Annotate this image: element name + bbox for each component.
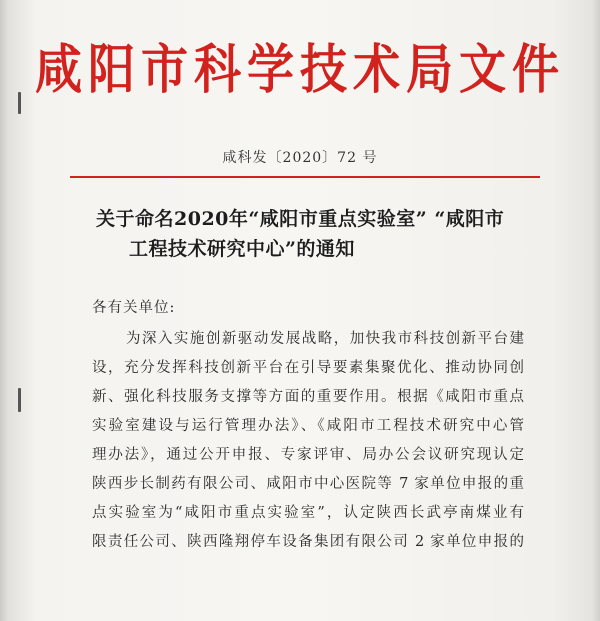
body-line: 为深入实施创新驱动发展战略，加快我市科技创新平台建 (126, 331, 524, 347)
binding-mark (18, 388, 21, 412)
body-line: 理办法》，通过公开申报、专家评审、局办公会议研究现认定 (92, 447, 524, 463)
body-line: 实验室建设与运行管理办法》、《咸阳市工程技术研究中心管 (92, 418, 524, 434)
body-line: 限责任公司、陕西隆翔停车设备集团有限公司 2 家单位申报的 (92, 534, 524, 550)
notice-title (96, 204, 566, 264)
document-number: 咸科发〔2020〕72 号 (222, 150, 378, 166)
red-divider-line (70, 176, 540, 178)
body-text (92, 325, 542, 557)
red-header-title: 咸阳市科学技术局文件 (35, 39, 565, 101)
notice-title-line: 关于命名2020年“咸阳市重点实验室” “咸阳市 (96, 208, 505, 230)
body-line: 设，充分发挥科技创新平台在引导要素集聚优化、推动协同创 (92, 360, 524, 376)
body-line: 新、强化科技服务支撑等方面的重要作用。根据《咸阳市重点 (92, 389, 524, 405)
body-line: 陕西步长制药有限公司、咸阳市中心医院等 7 家单位申报的重 (92, 476, 524, 492)
body-line: 点实验室为“咸阳市重点实验室”，认定陕西长武亭南煤业有 (92, 505, 524, 521)
salutation: 各有关单位: (92, 300, 176, 316)
notice-title-line: 工程技术研究中心”的通知 (129, 238, 355, 260)
